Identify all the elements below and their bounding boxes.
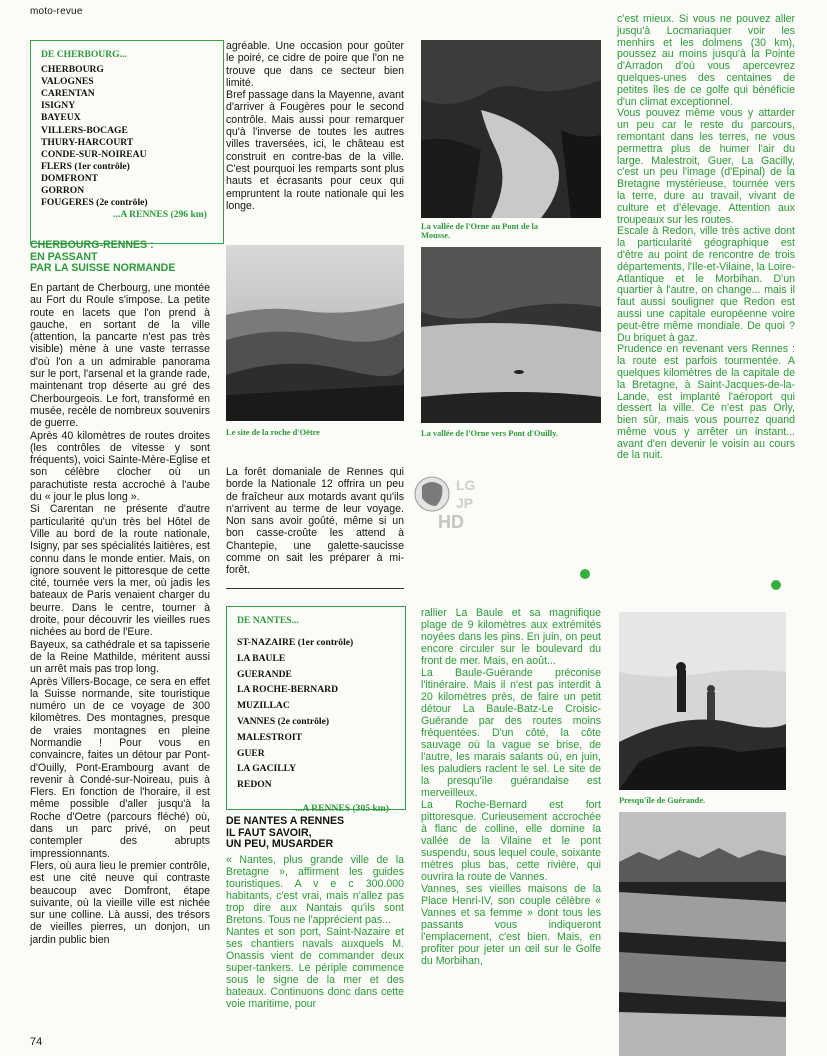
- itinerary-title: DE NANTES...: [237, 615, 299, 626]
- itinerary-stop: ISIGNY: [41, 100, 76, 112]
- article-column-2-bottom: La forêt domaniale de Rennes qui borde la Nationale 12 offrira un peu de fraîcheur aux motards avant qu'ils n'arrivent au terme de leur voyage. Non sans avoir goûté, même si un bon casse-croûte les attend à Chantepie, une galette-saucisse comme on sait les préparer à mi-forêt.: [226, 466, 404, 577]
- itinerary-stop: CHERBOURG: [41, 64, 104, 76]
- itinerary-stop: FOUGERES (2e contrôle): [41, 197, 148, 209]
- end-mark-icon: [771, 580, 781, 590]
- paragraph: Flers, où aura lieu le premier contrôle, est une cité neuve qui contraste beaucoup avec Domfront, étape suivante, où la vieille ville est nichée sur une colline. Là aussi, des trésors de vieilles pierres, un donjon, un jardin public bien: [30, 859, 210, 946]
- logo-text-top: LG: [456, 477, 476, 493]
- itinerary-stop: BAYEUX: [41, 112, 81, 124]
- paragraph: Bayeux, sa cathédrale et sa tapisserie de la Reine Mathilde, méritent aussi un arrêt mais pas trop long.: [30, 638, 210, 676]
- caption-roche-oetre: Le site de la roche d'Oëtre: [226, 428, 320, 437]
- itinerary-stop: VALOGNES: [41, 76, 94, 88]
- itinerary-stop: GORRON: [41, 185, 85, 197]
- section-heading-nantes: DE NANTES A RENNES IL FAUT SAVOIR, UN PEU, MUSARDER: [226, 815, 345, 850]
- itinerary-stop: VILLERS-BOCAGE: [41, 124, 128, 136]
- section-heading-cherbourg: CHERBOURG-RENNES : EN PASSANT PAR LA SUISSE NORMANDE: [30, 239, 176, 274]
- article-column-4: c'est mieux. Si vous ne pouvez aller jusqu'à Locmariaquer voir les menhirs et les dolmens (30 km), poussez au moins jusqu'à la Pointe d'Arradon d'où vous apercevrez quelques-unes des centaines de petites îles de ce golfe qui bénéficie d'un climat exceptionnel. Vous pouvez même vous y attarder un peu car le reste du parcours, remontant dans les terres, ne vous permettra plus de humer l'air du large. Malestroit, Guer, La Gacilly, c'est un peu l'image (d'Epinal) de la Bretagne mystérieuse, tournée vers la terre, dure au travail, vivant de culture et d'élevage. Attention aux troupeaux sur les routes. Escale à Redon, ville très active dont la particularité géographique est d'être au point de rencontre de trois départements, l'Ile-et-Vilaine, la Loire-Atlantique et le Morbihan. D'un quartier à l'autre, on change... mais il faut aussi souligner que Redon est aussi une capitale européenne voire peut-être même mondiale. De quoi ? Du briquet à gaz. Prudence en revenant vers Rennes : la route est parfois tourmentée. A quelques kilomètres de la capitale de la Bretagne, à Saint-Jacques-de-la-Lande, est implanté l'aéroport qui dessert la ville. Ce n'est pas Orly, bien sûr, mais vous pourrez quand même vous y arrêter un instant... avant d'en devenir le voisin au cours de la nuit.: [617, 13, 795, 462]
- itinerary-stop: GUER: [237, 747, 265, 759]
- caption-orne-mousse: La vallée de l'Orne au Pont de la Mousse.: [421, 222, 539, 240]
- itinerary-stop: REDON: [237, 779, 272, 791]
- itinerary-title: DE CHERBOURG...: [41, 49, 127, 60]
- page-number: 74: [30, 1036, 43, 1048]
- itinerary-stop: CARENTAN: [41, 88, 95, 100]
- paragraph: Après Villers-Bocage, ce sera en effet la Suisse normande, site touristique numéro un de ce voyage de 300 kilomètres. Des montagnes, presque de vraies montagnes en pleine Normandie ! Pour vous en convaincre, faites un détour par Pont-d'Ouilly, Pont-Erambourg avant de revenir à Condé-sur-Noireau, puis à Flers. En fonction de l'horaire, il est même possible d'aller jusqu'à la Roche d'Oetre (parcours fléché) où, dans un parc privé, on peut contempler des abrupts impressionnants.: [30, 675, 210, 860]
- itinerary-destination: ...A RENNES (305 km): [295, 803, 389, 815]
- itinerary-stop: VANNES (2e contrôle): [237, 716, 330, 728]
- photo-marais-salants: [619, 812, 786, 1056]
- paragraph: Si Carentan ne présente d'autre particularité qu'un très bel Hôtel de Ville au bord de la route nationale, Isigny, par ses spécialités laitières, est connu dans le monde entier. Mais, on ignore souvent le pittoresque de cette cité, tournée vers la mer, où jadis les bateaux de Paris venaient charger du beurre. Dans le centre, tourner à droite, pour découvrir les vieilles rues nichées au bord de l'Eure.: [30, 503, 210, 639]
- end-mark-icon: [580, 569, 590, 579]
- itinerary-destination: ...A RENNES (296 km): [113, 209, 207, 221]
- caption-orne-ouilly: La vallée de l'Orne vers Pont d'Ouilly.: [421, 429, 559, 438]
- itinerary-stop: ST-NAZAIRE (1er contrôle): [237, 637, 354, 649]
- photo-orne-mousse: [421, 40, 601, 218]
- section-divider: [226, 588, 404, 589]
- itinerary-stop: GUERANDE: [237, 668, 292, 680]
- photo-guerande: [619, 612, 786, 790]
- itinerary-box-cherbourg: [30, 40, 224, 244]
- section-header: moto-revue: [30, 6, 83, 17]
- logo-text-bottom: HD: [438, 512, 464, 532]
- itinerary-box-nantes: [226, 606, 406, 815]
- paragraph: Après 40 kilomètres de routes droites (les contrôles de vitesse y sont fréquents), voici Sainte-Mère-Eglise et son célèbre clocher où un parachutiste resta accroché à l'aube du « jour le plus long ».: [30, 429, 210, 504]
- itinerary-stop: LA GACILLY: [237, 763, 297, 775]
- itinerary-stop: FLERS (1er contrôle): [41, 160, 130, 172]
- article-column-nantes-2: rallier La Baule et sa magnifique plage de 9 kilomètres aux extrémités noyées dans les pins. En juin, on peut encore circuler sur le boulevard du front de mer. Mais, en août... La Baule-Guérande préconise l'itinéraire. Mais il n'est pas interdit à 20 kilomètres près, de faire un petit détour La Baule-Batz-Le Croisic-Guérande par des routes moins fréquentées. D'un côté, la côte sauvage où la vague se brise, de l'autre, les marais salants où, en juin, les paludiers raclent le sel. Le site de la presqu'île guérandaise est merveilleux. La Roche-Bernard est fort pittoresque. Curieusement accrochée à flanc de colline, elle domine la vallée de la Vilaine et le pont suspendu, sous lequel coule, soixante mètres plus bas, cette rivière, qui ouvrira la route de Vannes. Vannes, ses vieilles maisons de la Place Henri-IV, son couple célèbre « Vannes et sa femme » dont tous les passants vous indiqueront l'emplacement, c'est bien. Mais, en profiter pour jeter un œil sur le Golfe du Morbihan,: [421, 607, 601, 967]
- logo-text-mid: JP: [456, 495, 474, 511]
- itinerary-stop: CONDE-SUR-NOIREAU: [41, 148, 147, 160]
- article-column-2-top: agréable. Une occasion pour goûter le poiré, ce cidre de poire que l'on ne trouve que dans ce secteur bien limité. Bref passage dans la Mayenne, avant d'arriver à Fougères pour le second contrôle. Mais aussi pour remarquer qu'à l'inverse de toutes les autres villes traversées, ici, le château est construit en contre-bas de la ville. C'est pourquoi les remparts sont plus hauts et écrasants pour ceux qui empruntent la route nationale qui les longe.: [226, 40, 404, 212]
- photo-orne-ouilly: [421, 247, 601, 423]
- itinerary-stop: DOMFRONT: [41, 172, 99, 184]
- article-column-1: [30, 282, 210, 946]
- itinerary-stop: THURY-HARCOURT: [41, 136, 134, 148]
- itinerary-stop: LA BAULE: [237, 652, 286, 664]
- article-column-nantes-1: « Nantes, plus grande ville de la Bretagne », affirment les guides touristiques. A v e c 300.000 habitants, c'est vrai, mais n'allez pas trop dire aux Nantais qu'ils sont Bretons. Tous ne l'apprécient pas... Nantes et son port, Saint-Nazaire et ses chantiers navals auxquels M. Onassis vient de commander deux super-tankers. Le périple commence sous le signe de la mer et des bateaux. Continuons donc dans cette voie maritime, pour: [226, 854, 404, 1010]
- caption-guerande: Presqu'île de Guérande.: [619, 796, 706, 805]
- itinerary-stop: MALESTROIT: [237, 731, 303, 743]
- photo-roche-oetre: [226, 245, 404, 421]
- itinerary-stop: MUZILLAC: [237, 700, 290, 712]
- paragraph: En partant de Cherbourg, une montée au Fort du Roule s'impose. La petite route en lacets que l'on prend à gauche, en sortant de la ville (attention, la pancarte n'est pas très visible) mène à une vaste terrasse d'où l'on a un admirable panorama sur le port, l'arsenal et la grande rade, maintenant trop déserte au gré des Cherbourgeois. Le fort, transformé en musée, recèle de nombreux souvenirs de guerre.: [30, 282, 210, 430]
- itinerary-stop: LA ROCHE-BERNARD: [237, 684, 339, 696]
- magazine-logo: [412, 468, 482, 534]
